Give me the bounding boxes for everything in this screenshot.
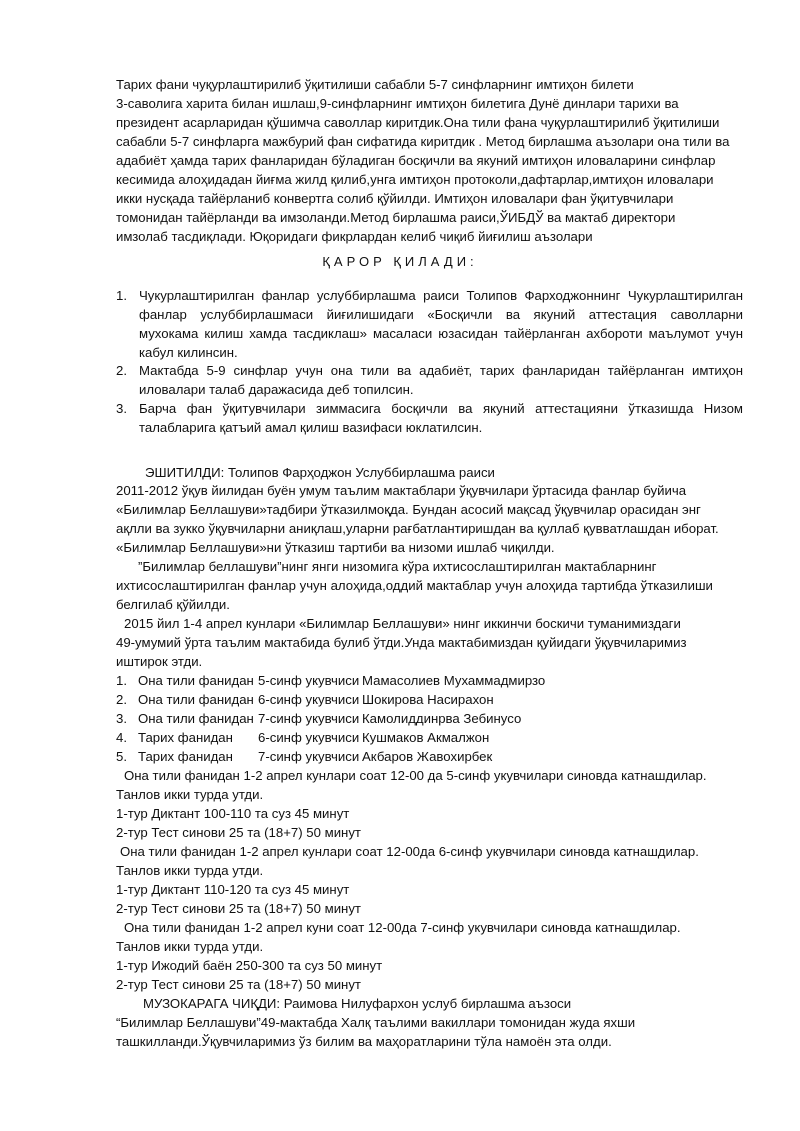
- contest-line: «Билимлар Беллашуви»тадбири ўтказилмоқда. Бундан асосий мақсад ўқувчилар орасидан энг: [116, 502, 701, 517]
- rules-line: ”Билимлар беллашуви”нинг янги низомига кўра ихтисослаштирилган мактабларнинг: [138, 559, 657, 574]
- participant-grade: 7-синф укувчиси: [258, 749, 360, 764]
- round-line: 1-тур Ижодий баён 250-300 та суз 50 минут: [116, 958, 383, 973]
- round-line: 2-тур Тест синови 25 та (18+7) 50 минут: [116, 901, 361, 916]
- intro-line: томонидан тайёрланди ва имзоланди.Метод бирлашма раиси,ЎИБДЎ ва мактаб директори: [116, 210, 676, 225]
- round-selection: Танлов икки турда утди.: [116, 787, 264, 802]
- decision-number: 1.: [116, 288, 127, 303]
- decision-line: Чукурлаштирилган фанлар услуббирлашма раиси Толипов Фарходжоннинг Чукурлаштирилган: [139, 288, 743, 303]
- participant-grade: 6-синф укувчиси: [258, 730, 360, 745]
- contest-line: «Билимлар Беллашуви»ни ўтказиш тартиби ва низоми ишлаб чиқилди.: [116, 540, 555, 555]
- participant-subject: Тарих фанидан: [138, 730, 233, 745]
- intro-line: имзолаб тасдиқлади. Юқоридаги фикрлардан келиб чиқиб йиғилиш аъзолари: [116, 229, 593, 244]
- participant-grade: 5-синф укувчиси: [258, 673, 360, 688]
- participant-row: [116, 672, 545, 690]
- participant-grade: 6-синф укувчиси: [258, 692, 360, 707]
- decision-line: иловалари талаб даражасида деб топилсин.: [139, 382, 414, 397]
- participant-number: 1.: [116, 673, 127, 688]
- participant-grade: 7-синф укувчиси: [258, 711, 360, 726]
- april-line: 2015 йил 1-4 апрел кунлари «Билимлар Беллашуви» нинг иккинчи боскичи туманимиздаги: [124, 616, 681, 631]
- participant-row: [116, 748, 492, 766]
- april-line: иштирок этди.: [116, 654, 203, 669]
- decision-number: 2.: [116, 363, 127, 378]
- decision-number: 3.: [116, 401, 127, 416]
- intro-line: сабабли 5-7 синфларга мажбурий фан сифатида киритдик . Метод бирлашма аъзолари она тили ва: [116, 134, 730, 149]
- participant-name: Мамасолиев Мухаммадмирзо: [362, 673, 546, 688]
- participant-number: 5.: [116, 749, 127, 764]
- round-selection: Танлов икки турда утди.: [116, 863, 264, 878]
- decision-line: талабларига қатъий амал қилиш вазифаси юклатилсин.: [139, 420, 483, 435]
- intro-line: 3-саволига харита билан ишлаш,9-синфларнинг имтиҳон билетига Дунё динлари тарихи ва: [116, 96, 679, 111]
- intro-line: адабиёт ҳамда тарих фанларидан бўладиган босқичли ва якуний имтиҳон иловаларини синфлар: [116, 153, 716, 168]
- round-line: 1-тур Диктант 110-120 та суз 45 минут: [116, 882, 350, 897]
- decree-heading: ҚАРОР ҚИЛАДИ:: [322, 254, 478, 269]
- speaker-line: МУЗОКАРАГА ЧИҚДИ: Раимова Нилуфархон услуб бирлашма аъзоси: [143, 996, 572, 1011]
- closing-line: “Билимлар Беллашуви”49-мактабда Халқ таълими вакиллари томонидан жуда яхши: [116, 1015, 636, 1030]
- round-intro: Она тили фанидан 1-2 апрел кунлари соат 12-00да 6-синф укувчилари синовда катнашдилар.: [120, 844, 699, 859]
- participant-name: Кушмаков Акмалжон: [362, 730, 490, 745]
- rules-line: белгилаб қўйилди.: [116, 597, 230, 612]
- round-line: 2-тур Тест синови 25 та (18+7) 50 минут: [116, 977, 361, 992]
- participant-number: 3.: [116, 711, 127, 726]
- participant-subject: Она тили фанидан: [138, 692, 254, 707]
- closing-line: ташкилланди.Ўқувчиларимиз ўз билим ва маҳоратларини тўла намоён эта олди.: [116, 1034, 612, 1049]
- round-line: 1-тур Диктант 100-110 та суз 45 минут: [116, 806, 350, 821]
- intro-line: икки нусқада тайёрланиб конвертга солиб қўйилди. Имтиҳон иловалари фан ўқитувчилари: [116, 191, 674, 206]
- participant-name: Камолиддинрва Зебинусо: [362, 711, 522, 726]
- contest-line: 2011-2012 ўқув йилидан буён умум таълим мактаблари ўқувчилари ўртасида фанлар буйича: [116, 483, 687, 498]
- contest-line: ақлли ва зукко ўқувчиларни аниқлаш,уларни рағбатлантиришдан ва қуллаб қувватлашдан иборат.: [116, 521, 719, 536]
- participant-subject: Тарих фанидан: [138, 749, 233, 764]
- decision-line: Барча фан ўқитувчилари зиммасига босқичли ва якуний аттестацияни ўтказишда Низом: [139, 401, 743, 416]
- participant-row: [116, 729, 489, 747]
- participant-subject: Она тили фанидан: [138, 673, 254, 688]
- decision-line: фанлар услуббирлашмаси йиғилишидаги «Босқичли ва якуний аттестация саволларни: [139, 307, 743, 322]
- decision-line: кабул килинсин.: [139, 345, 238, 360]
- intro-line: кесимида алоҳидадан йиғма жилд қилиб,унга имтиҳон протоколи,дафтарлар,имтиҳон иловалари: [116, 172, 714, 187]
- participant-subject: Она тили фанидан: [138, 711, 254, 726]
- heard-line: ЭШИТИЛДИ: Толипов Фарҳоджон Услуббирлашма раиси: [145, 465, 495, 480]
- april-line: 49-умумий ўрта таълим мактабида булиб ўтди.Унда мактабимиздан қуйидаги ўқувчиларимиз: [116, 635, 687, 650]
- participant-number: 2.: [116, 692, 127, 707]
- intro-line: Тарих фани чуқурлаштирилиб ўқитилиши сабабли 5-7 синфларнинг имтиҳон билети: [116, 77, 634, 92]
- round-intro: Она тили фанидан 1-2 апрел куни соат 12-00да 7-синф укувчилари синовда катнашдилар.: [124, 920, 681, 935]
- participant-name: Акбаров Жавохирбек: [362, 749, 493, 764]
- decision-line: мухокама килиш хамда тасдиклаш» масаласи юзасидан тайёрланган ахбороти маълумот учун: [139, 326, 743, 341]
- participant-number: 4.: [116, 730, 127, 745]
- rules-line: ихтисослаштирилган фанлар учун алоҳида,оддий мактаблар учун алоҳида тартибда ўтказилиши: [116, 578, 713, 593]
- round-intro: Она тили фанидан 1-2 апрел кунлари соат 12-00 да 5-синф укувчилари синовда катнашдилар.: [124, 768, 707, 783]
- participant-row: [116, 710, 521, 728]
- round-selection: Танлов икки турда утди.: [116, 939, 264, 954]
- participant-row: [116, 691, 494, 709]
- participant-name: Шокирова Насирахон: [362, 692, 494, 707]
- round-line: 2-тур Тест синови 25 та (18+7) 50 минут: [116, 825, 361, 840]
- decision-line: Мактабда 5-9 синфлар учун она тили ва адабиёт, тарих фанларидан тайёрланган имтиҳон: [139, 363, 743, 378]
- intro-line: президент асарларидан қўшимча саволлар киритдик.Она тили фана чуқурлаштирилиб ўқитилиши: [116, 115, 720, 130]
